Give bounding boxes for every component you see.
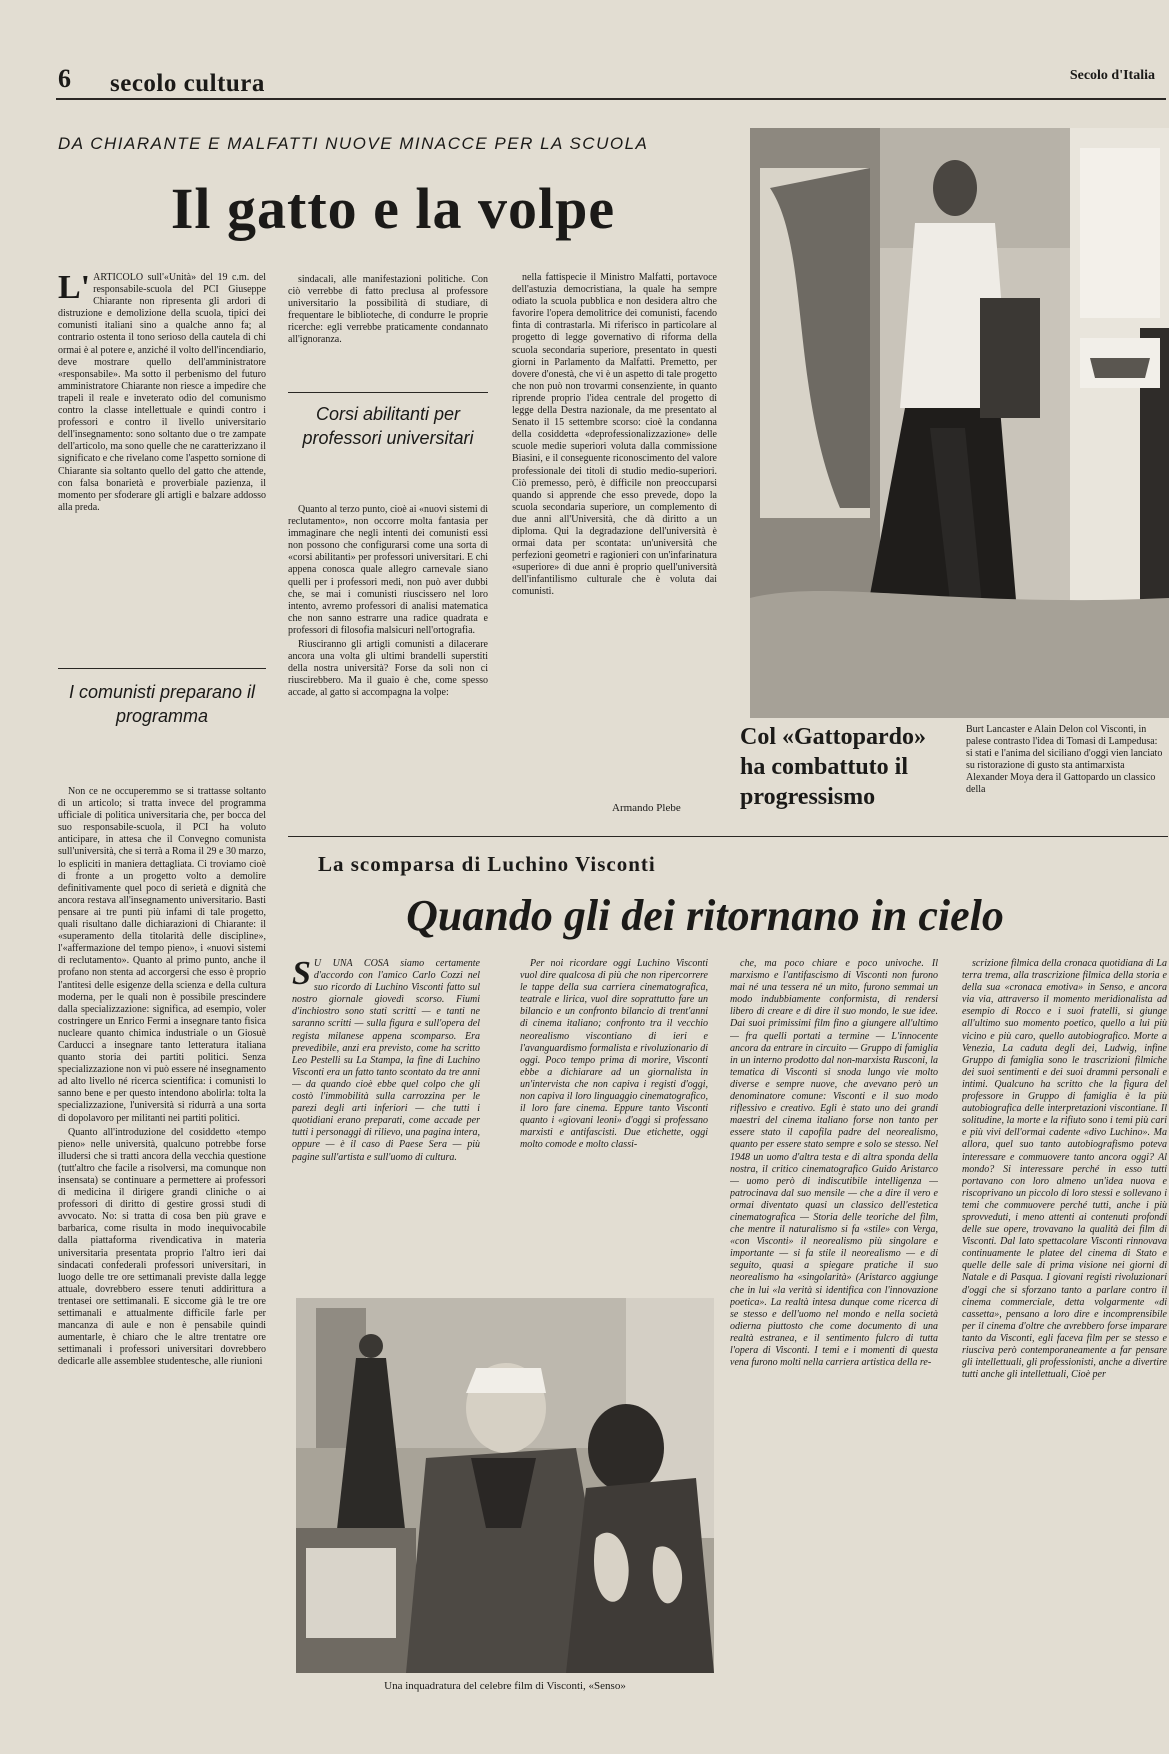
visconti-column-3 [730, 958, 938, 1748]
main-column-3 [512, 272, 717, 800]
visconti-col2-text: Per noi ricordare oggi Luchino Visconti vuol dire qualcosa di più che non ripercorrere le tappe della sua carriera cinematografica, teatrale e lirica, vuol dire soprattutto fare un bilancio e un confronto bilancio di trent'anni di cinema italiano; confronto tra il vecchio neorealismo viscontiano di ieri e l'avanguardismo formalista e rivoluzionario di oggi. Poco tempo prima di morire, Visconti ebbe a dichiarare ad un giornalista in un'intervista che non capiva i registi d'oggi, non capiva il loro linguaggio cinematografico, il loro fare cinema. Eppure tanto Visconti quanto i «giovani leoni» d'oggi si professano marxisti e antifascisti. Due etichette, oggi molto comode e molto classi- [520, 958, 708, 1151]
senso-photo [296, 1298, 714, 1673]
dropcap: L' [58, 272, 91, 306]
section-title: secolo cultura [110, 70, 265, 97]
visconti-column-4 [962, 958, 1167, 1748]
subhead-corsi: Corsi abilitanti per professori universitari [302, 404, 474, 448]
visconti-column-2 [520, 958, 708, 1276]
main-column-1-top [58, 272, 266, 660]
main-col2-text-a: sindacali, alle manifestazioni politiche. Con ciò verrebbe di fatto preclusa al professore universitario la possibilità di studiare, di frequentare le biblioteche, di condurre le proprie ricerche: egli verrebbe praticamente condannato all'ignoranza. [288, 274, 488, 346]
main-col1-text-a: ARTICOLO sull'«Unità» del 19 c.m. del responsabile-scuola del PCI Giuseppe Chiarante non ripresenta gli ardori di distruzione e demolizione della scuola, tipici dei comunisti italiani sino a qualche anno fa; al contrario ostenta il tono serioso della cautela di chi ormai è al potere e, anziché il volto dell'incendiario, deve mostrare quello dell'amministratore «responsabile». Ma sotto il perbenismo del futuro amministratore Chiarante non riesce a impedire che trapeli il reale e inveterato odio del comunismo contro la classe intellettuale e quindi contro i professori e contro il livello universitario dell'insegnamento: sono soltanto due o tre zampate dell'articolo, ma sono quelle che ne caratterizzano il significato e che rivelano come l'aspetto sornione di Chiarante sia soltanto quello del gatto che attende, con falsa bonarietà e proverbiale pazienza, il momento per sfoderare gli artigli e balzare addosso alla preda. [58, 272, 266, 513]
gattopardo-photo-image [750, 128, 1169, 718]
header-rule [56, 98, 1166, 100]
article-kicker: DA CHIARANTE E MALFATTI NUOVE MINACCE PER LA SCUOLA [58, 134, 649, 153]
sidebar-title: Col «Gattopardo» ha combattuto il progressismo [740, 724, 926, 810]
section-rule [288, 836, 1168, 837]
senso-photo-image [296, 1298, 714, 1673]
masthead: Secolo d'Italia [1069, 68, 1155, 83]
main-col3-text: nella fattispecie il Ministro Malfatti, portavoce dell'astuzia democristiana, la quale ha sempre odiato la scuola pubblica e non desidera altro che favorire l'opera demolitrice dei comunisti, facendo finta di contrastarla. Mi riferisco in particolare al progetto di legge governativo di riforma della scuola secondaria superiore, presentato in questi giorni in Parlamento da Malfatti. Premetto, per dovere d'onestà, che vi è un aspetto di tale progetto che non può non trovarmi consenziente, in quanto riprende proprio l'idea centrale del progetto di legge della Destra nazionale, da me presentato al Senato il 15 settembre scorso: cioè la condanna della cosiddetta «deprofessionalizzazione» delle scuole medie superiori voluta dalla commissione Biasini, e il conseguente riconoscimento del valore professionale dei titoli di studio medio-superiori. Ciò premesso, però, è difficile non preoccuparsi quando si apprende che esso prevede, dopo la scuola secondaria superiore, un complemento di due anni all'Università, che dà diritto a un diploma. Qui la degradazione dell'università è ormai data per scontata: un'università che perfezioni geometri e ragionieri con un'infarinatura «superiore» di due anni è proprio quell'università dell'infantilismo culturale che è voluta dai comunisti. [512, 272, 717, 598]
main-column-1-bottom [58, 786, 266, 1736]
sidebar-caption: Burt Lancaster e Alain Delon col Visconti, in palese contrasto l'idea di Tomasi di Lampedusa: si stati e l'anima del siciliano d'oggi vien lanciato su ristorazione di gusto sta antimarxista Alexander Moya dera il Gattopardo un classico della [966, 724, 1163, 795]
visconti-col1-text: U UNA COSA siamo certamente d'accordo con l'amico Carlo Cozzi nel suo ricordo di Luchino Visconti fatto sul nostro giornale giovedì scorso. Fiumi d'inchiostro sono stati scritti — e tanti ne saranno scritti — sulla figura e sull'opera del regista milanese appena scomparso. Era prevedibile, anzi era previsto, come ha scritto Leo Pestelli su La Stampa, la fine di Luchino Visconti era un fatto tanto scontato da tre anni — da quando cioè ebbe quel colpo che gli costò l'immobilità sulla carrozzina per le parezi degli arti inferiori — che tutti i quotidiani erano preparati, come accade per tutti i personaggi di rilievo, una pagina intera, oppure — è il caso di Paese Sera — più pagine sull'artista e sull'uomo di cultura. [292, 958, 480, 1163]
main-col1-text-b: Non ce ne occuperemmo se si trattasse soltanto di un articolo; si tratta invece del programma ufficiale di politica universitaria che, per bocca del suo responsabile-scuola, il PCI ha voluto anticipare, in attesa che il Convegno comunista sull'università, che si terrà a Roma il 29 e 30 marzo, lo espliciti in maniera dettagliata. Ci troviamo cioè di fronte a un progetto volto a demolire definitivamente quel poco di serietà e dignità che ancora restava all'insegnamento universitario. Basti pensare ai tre punti più infami di tale progetto, quali risultano dalle dichiarazioni di Chiarante: il «superamento della titolarità delle discipline», l'«affermazione del tempo pieno», i «nuovi sistemi di reclutamento». Quanto al primo punto, anche il profano non stenta ad accorgersi che esso è proprio l'antitesi delle esigenze della scienza e della cultura moderna, per le quali non è possibile prescindere dalla specializzazione: significa, ad esempio, voler costringere un Enrico Fermi a insegnare tanto fisica nucleare quanto chimica industriale o un Giosuè Carducci a insegnare tanto letteratura italiana quanto storia dei partiti politici. Senza specializzazione non vi può essere né insegnamento ad alto livello né ricerca scientifica: i comunisti lo sanno bene e per questo intendono abolirla: tolta la specializzazione, l'università si ridurrà a una sorta di dopolavoro per militanti nei partiti politici. [58, 786, 266, 1124]
visconti-column-1 [292, 958, 480, 1276]
visconti-col4-text: scrizione filmica della cronaca quotidiana di La terra trema, alla trascrizione filmica della storia e della sua «cronaca emotiva» in Senso, e ancora via via, attraverso il momento meridionalista ad esempio di Rocco e i suoi fratelli, si giunge all'ultimo suo momento poetico, quello a lui più vicino e più caro, quello autobiografico. Morte a Venezia, La caduta degli dei, Ludwig, infine Gruppo di famiglia sono le trascrizioni filmiche dei suoi sentimenti e dei suoi drammi personali e intimi. Qualcuno ha scritto che la figura del professore in Gruppo di famiglia è la più autobiografica delle interpretazioni viscontiane. Il solitudine, la morte e la rifiuto sono i temi più cari e più vivi dell'ormai cadente «divo Luchino». Ma allora, quel suo tanto autobiografismo poteva interessare e commuovere tanto ancora oggi? Al mondo? Si interessare perché in esso tutti portavano con loro almeno un'idea nuova e riscoprivano un piccolo di loro stessi e sollevano i temi che commuovere perché tutti, anche i più sprovveduti, i meno attenti ai contenuti profondi delle sue opere, trovavano la qualità dei film di Visconti. Dal lato spettacolare Visconti rinnovava continuamente le platee del cinema di Stato e quelle delle sale di prima visione nei giorni di Natale e di Pasqua. I giovani registi rivoluzionari d'oggi che si sforzano tanto a parlare contro il cinema commerciale, detta volgarmente «di cassetta», pensano a loro dire e incomprensibile per il cinema d'oltre che avrebbero forse imparare tanto da Visconti, egli faceva film per se stesso e riusciva però contemporaneamente a far pensare gli intellettuali, gli professionisti, anche a divertire tutti anche gli intellettuali, Cioè per [962, 958, 1167, 1381]
article-headline: Il gatto e la volpe [170, 176, 616, 241]
visconti-headline: Quando gli dei ritornano in cielo [406, 891, 1004, 940]
column-rule [58, 668, 266, 669]
main-col1-text-c: Quanto all'introduzione del cosiddetto «tempo pieno» nelle università, qualcuno potrebbe forse illudersi che si tratti ancora della vecchia questione (tutt'altro che facile a risolversi, ma comunque non insensata) se continuare a permettere ai professori di medicina il dirigere grandi cliniche o ai professori di diritto di gestire grossi studi di avvocato. No: si tratta di cosa ben più grave e barbarica, come risulta in modo inequivocabile dalla piattaforma rivendicativa in materia universitaria presentata proprio l'altro ieri dai sindacati confederali professori universitari, in luogo delle tre ore settimanali previste dalla legge attuale, dovrebbero essere tenuti addirittura a trentasei ore settimanali. E siccome già le tre ore settimanali e attualmente difficile farle per mancanza di aule e non è pensabile quindi aumentarle, è chiaro che le altre trentatre ore settimanali i professori universitari dovrebbero dedicarle alle assemblee studentesche, alle riunioni [58, 1126, 266, 1368]
visconti-kicker: La scomparsa di Luchino Visconti [318, 852, 656, 876]
column-rule [288, 392, 488, 393]
senso-caption: Una inquadratura del celebre film di Visconti, «Senso» [384, 1680, 626, 1692]
dropcap: S [292, 958, 311, 992]
page-number: 6 [58, 64, 71, 93]
main-column-2-bottom [288, 504, 488, 818]
gattopardo-photo [750, 128, 1169, 718]
main-column-2-top [288, 274, 488, 386]
main-col2-text-b: Quanto al terzo punto, cioè ai «nuovi sistemi di reclutamento», non occorre molta fantasia per immaginare che negli intenti dei comunisti essi non possono che configurarsi come una sorta di «corsi abilitanti» per professori universitari. E chi appena conosca quale allegro carnevale siano quelli per i professori medi, non può aver dubbi che, se mai i comunisti riuscissero nel loro intento, avremo professori di analisi matematica che non sanno estrarre una radice quadrata e professori di filosofia malsicuri nell'ortografia. [288, 504, 488, 636]
author-signature: Armando Plebe [612, 802, 681, 814]
subhead-comunisti: I comunisti preparano il programma [68, 682, 256, 726]
main-col2-text-c: Riusciranno gli artigli comunisti a dilacerare ancora una volta gli ultimi brandelli superstiti della nostra università? Forse da soli non ci riuscirebbero. Ma il guaio è che, come spesso accade, al gatto si accompagna la volpe: [288, 639, 488, 699]
visconti-col3-text: che, ma poco chiare e poco univoche. Il marxismo e l'antifascismo di Visconti non furono mai né una tessera né un mito, furono semmai un modo indubbiamente conformista, di rendersi libero di creare e di dire il suo mondo, le sue idee. Dai suoi primissimi film fino a giungere all'ultimo — fra quelli portati a termine — L'innocente ancora da entrare in circuito — Gruppo di famiglia in un interno prodotto dal non-marxista Rusconi, la tematica di Visconti si snoda lungo vie molto diverse e sempre nuove, che avevano però un denominatore comune: Visconti e il suo modo riflessivo e creativo. Egli è stato uno dei grandi maestri del cinema italiano forse non tanto per essere stato il capofila padre del neorealismo, quanto per essere stato sempre e solo se stesso. Nel 1948 un uomo d'altra testa e di altra sponda della nostra, il critico cinematografico Guido Aristarco — uomo però di indiscutibile intelligenza — patrocinava dal suo mensile — che a dire il vero e ormai diventato quasi un classico dell'estetica cinematografica — Storia delle teoriche del film, che mentre il naturalismo si fa «stile» con Verga, «con Visconti» il neorealismo più singolare e importante — si fa stile il neorealismo — e di seguito, quasi a spiegare pratiche il suo neorealismo ha «singolarità» (Aristarco aggiunge che in lui «la verità si identifica con l'innovazione poetica». La realtà intesa dunque come ricerca di se stesso e dell'uomo nel mondo e nella società odierna piuttosto che come documento di una realtà estranea, e il sentimento fulcro di tutta l'opera di Visconti. I temi e i momenti di questa vena furono molti nella carriera artistica della re- [730, 958, 938, 1369]
